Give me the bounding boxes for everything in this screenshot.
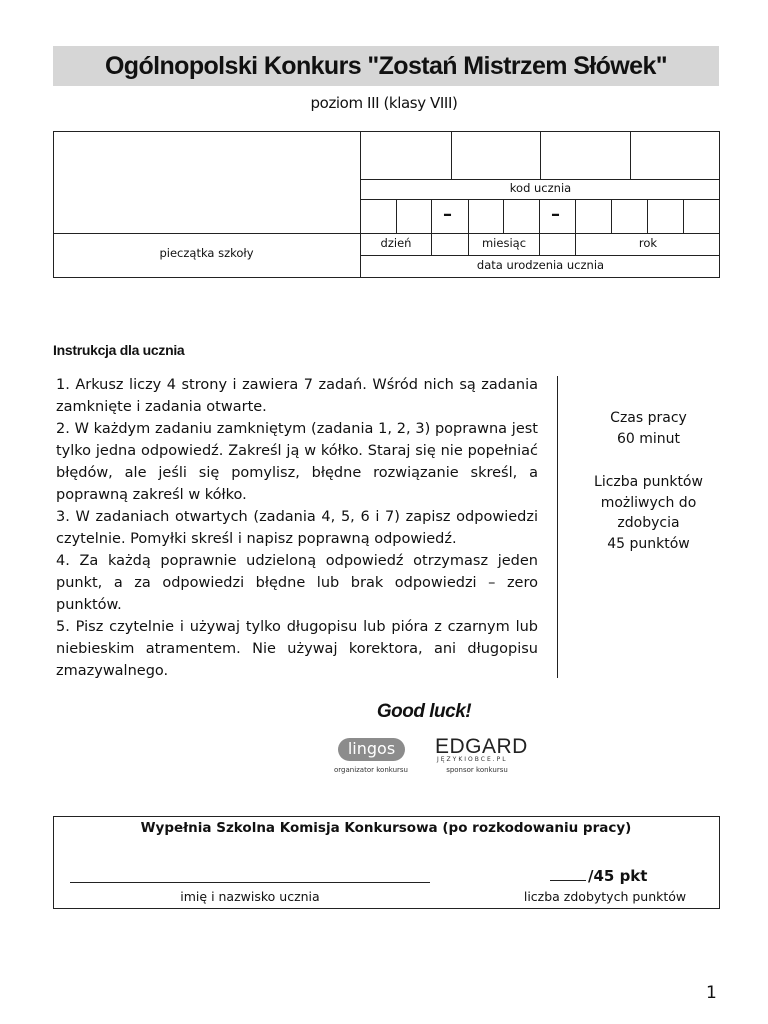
time-value: 60 minut bbox=[616, 431, 681, 447]
instruction-item: 5. Pisz czytelnie i używaj tylko długopisu lub pióra z czarnym lub niebieskim atramentem. Nie używaj korektora, ani długopisu zmazywalnego. bbox=[56, 619, 538, 679]
student-code-box-4[interactable] bbox=[631, 132, 719, 179]
edgard-logo: EDGARD bbox=[435, 735, 528, 758]
divider bbox=[557, 376, 558, 678]
birthdate-label: data urodzenia ucznia bbox=[476, 258, 605, 272]
instructions-list bbox=[56, 374, 538, 682]
page-subtitle: poziom III (klasy VIII) bbox=[310, 94, 458, 112]
committee-title: Wypełnia Szkolna Komisja Konkursowa (po rozkodowaniu pracy) bbox=[140, 820, 632, 836]
date-separator: – bbox=[443, 204, 452, 225]
instructions-heading: Instrukcja dla ucznia bbox=[53, 342, 185, 358]
organizer-caption: organizator konkursu bbox=[333, 766, 408, 774]
page-number: 1 bbox=[706, 983, 717, 1003]
month-label: miesiąc bbox=[481, 236, 527, 250]
student-name-line[interactable] bbox=[70, 882, 430, 883]
page-title: Ogólnopolski Konkurs "Zostań Mistrzem Słówek" bbox=[104, 52, 668, 80]
student-code-box-3[interactable] bbox=[541, 132, 630, 179]
school-stamp-label: pieczątka szkoły bbox=[159, 246, 254, 260]
lingos-logo: lingos bbox=[338, 738, 405, 761]
time-label: Czas pracy bbox=[610, 410, 687, 426]
instruction-item: 1. Arkusz liczy 4 strony i zawiera 7 zadań. Wśród nich są zadania zamknięte i zadania otwarte. bbox=[56, 377, 538, 415]
birth-year-field[interactable] bbox=[576, 200, 719, 233]
date-separator: – bbox=[551, 204, 560, 225]
points-blank[interactable] bbox=[550, 867, 586, 881]
birth-day-field[interactable] bbox=[361, 200, 431, 233]
sponsor-caption: sponsor konkursu bbox=[446, 766, 508, 774]
day-label: dzień bbox=[380, 236, 412, 250]
birth-month-field[interactable] bbox=[469, 200, 539, 233]
points-label: Liczba punktów możliwych do zdobycia bbox=[594, 474, 703, 531]
student-name-label: imię i nazwisko ucznia bbox=[180, 889, 320, 904]
points-scored-label: liczba zdobytych punktów bbox=[523, 889, 687, 904]
student-code-label: kod ucznia bbox=[509, 181, 572, 195]
points-value: 45 punktów bbox=[607, 536, 690, 552]
good-luck-text: Good luck! bbox=[376, 701, 472, 722]
edgard-subtext: JĘZYKIOBCE.PL bbox=[437, 756, 508, 763]
instruction-item: 3. W zadaniach otwartych (zadania 4, 5, 6 i 7) zapisz odpowiedzi czytelnie. Pomyłki skreśl i napisz poprawną odpowiedź. bbox=[56, 509, 538, 547]
student-code-box-2[interactable] bbox=[452, 132, 540, 179]
student-code-box-1[interactable] bbox=[361, 132, 451, 179]
year-label: rok bbox=[638, 236, 658, 250]
instruction-item: 4. Za każdą poprawnie udzieloną odpowiedź otrzymasz jeden punkt, a za odpowiedzi błędne lub brak odpowiedzi – zero punktów. bbox=[56, 553, 538, 613]
instruction-item: 2. W każdym zadaniu zamkniętym (zadania 1, 2, 3) poprawna jest tylko jedna odpowiedź. Zakreśl ją w kółko. Staraj się nie popełniać błędów, ale jeśli się pomylisz, błędne rozwiązanie skreśl, a poprawną zakreśl w kółko. bbox=[56, 421, 538, 503]
points-score-field[interactable]: /45 pkt bbox=[550, 867, 647, 885]
